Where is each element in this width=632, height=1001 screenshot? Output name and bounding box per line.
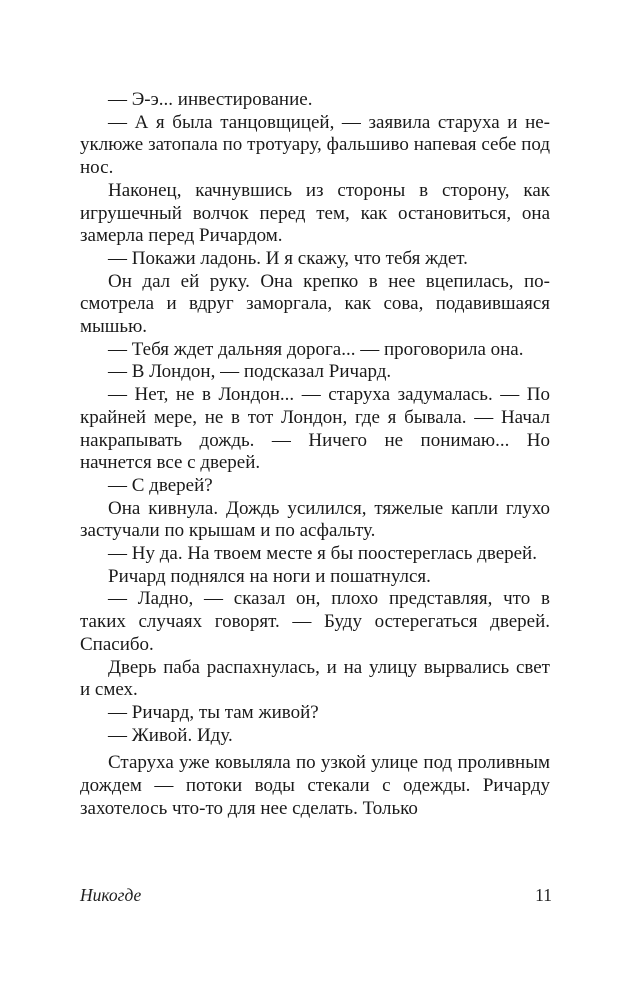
paragraph: — Э-э... инвестирование. <box>108 89 313 110</box>
paragraph: Наконец, качнувшись из стороны в сторону, как игрушечный волчок перед тем, как остановиться, она замерла перед Ричардом. <box>80 179 550 247</box>
paragraph: — Ричард, ты там живой? <box>108 701 319 723</box>
paragraph: Старуха уже ковыляла по узкой улице под проливным дождем — потоки воды стекали с одежды. Ричарду захотелось что-то для нее сделать. Только <box>80 752 550 819</box>
running-footer-book-title: Никогде <box>80 885 142 905</box>
page-footer <box>80 885 552 906</box>
paragraph: — Ну да. На твоем месте я бы поостереглась дверей. <box>108 543 537 565</box>
page-text-block <box>80 89 550 821</box>
paragraph: Он дал ей руку. Она крепко в нее вцепилась, посмотрела и вдруг заморгала, как сова, подавившаяся мышью. <box>80 270 550 338</box>
paragraph: — Нет, не в Лондон... — старуха задумалась. — По крайней мере, не в тот Лондон, где я бывала. — Начал накрапывать дождь. — Ничего не понимаю... Но начнется все с дверей. <box>80 384 550 474</box>
paragraph: — С дверей? <box>108 474 213 496</box>
paragraph: Дверь паба распахнулась, и на улицу вырвались свет и смех. <box>80 656 550 701</box>
paragraph: — А я была танцовщицей, — заявила старуха и неуклюже затопала по тротуару, фальшиво напевая себе под нос. <box>80 111 550 179</box>
paragraph: — Тебя ждет дальняя дорога... — проговорила она. <box>108 338 524 360</box>
paragraph: — Живой. Иду. <box>108 724 233 746</box>
paragraph: — Покажи ладонь. И я скажу, что тебя ждет. <box>108 247 468 269</box>
paragraph: — Ладно, — сказал он, плохо представляя, что в таких случаях говорят. — Буду остерегаться дверей. Спасибо. <box>80 588 550 655</box>
paragraph: Ричард поднялся на ноги и пошатнулся. <box>108 565 431 587</box>
paragraph: Она кивнула. Дождь усилился, тяжелые капли глухо застучали по крышам и по асфальту. <box>80 497 550 542</box>
paragraph: — В Лондон, — подсказал Ричард. <box>108 361 392 383</box>
page-number: 11 <box>535 885 552 905</box>
